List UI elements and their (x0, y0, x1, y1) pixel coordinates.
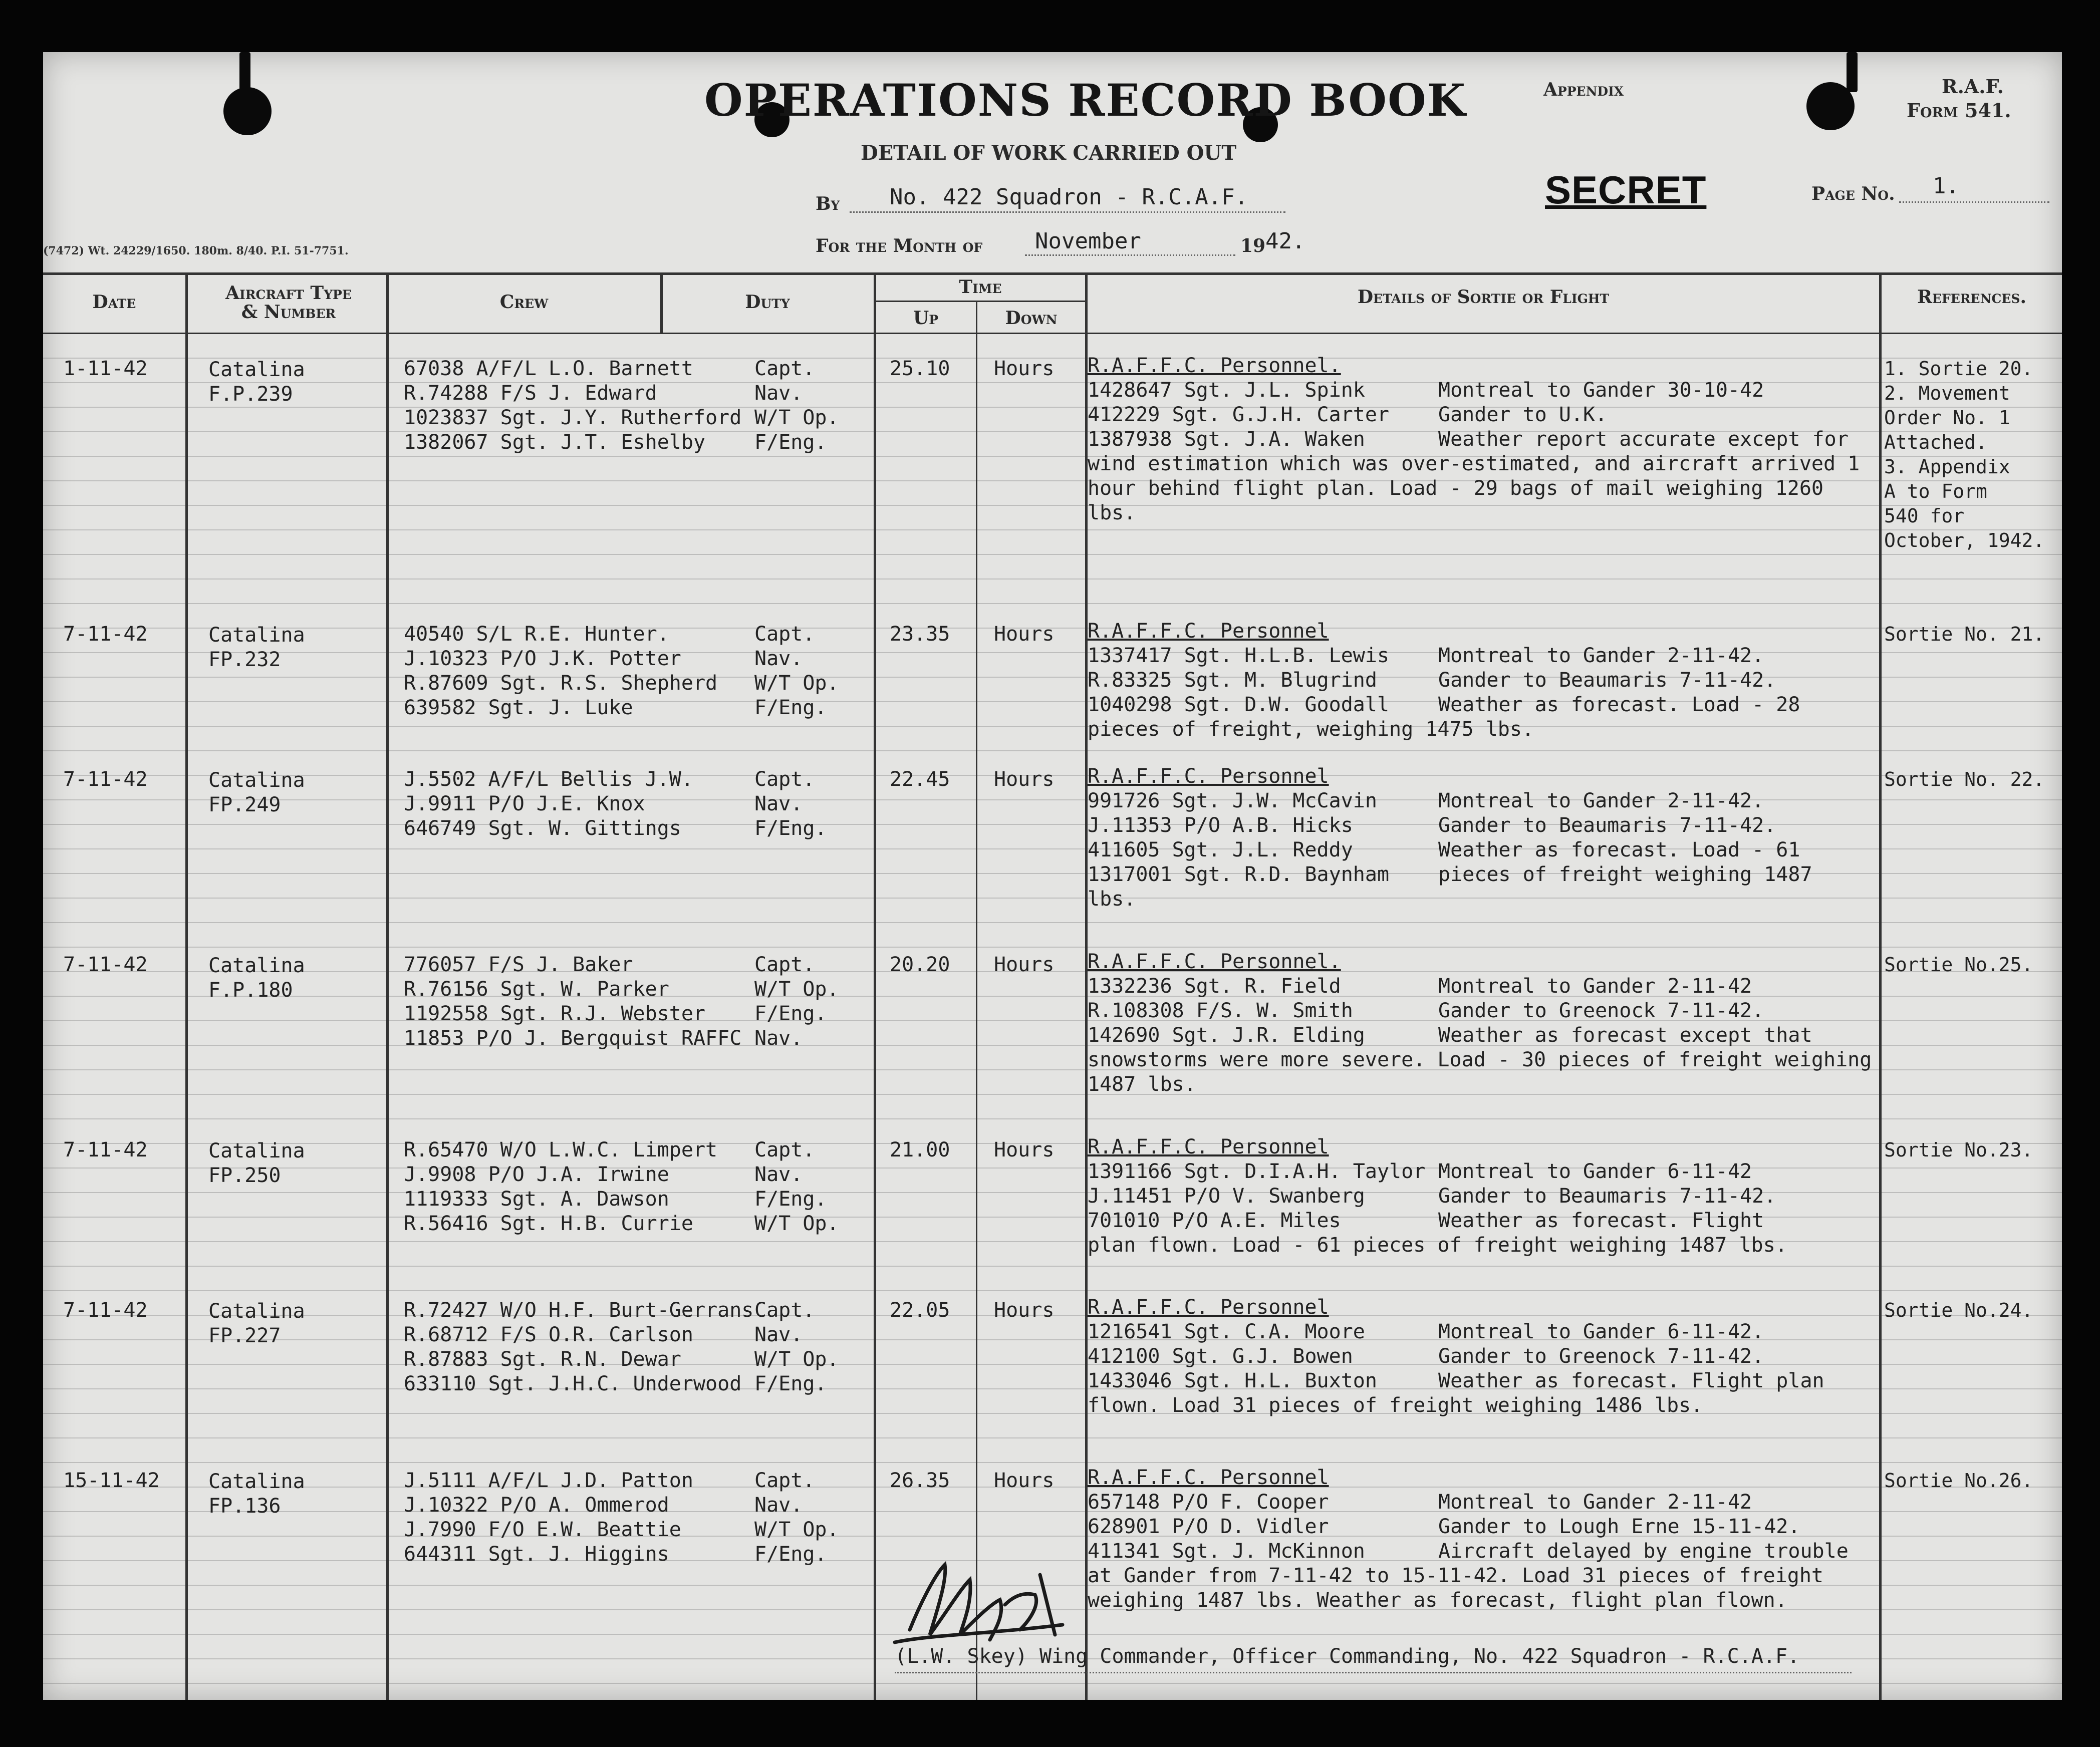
crew-duty: F/Eng. (754, 1188, 827, 1211)
crew-duty: Capt. (754, 1138, 815, 1161)
personnel-note: Weather as forecast. Flight (1438, 1209, 1764, 1232)
personnel-row (1088, 1320, 1874, 1344)
ruled-line (43, 1437, 2062, 1438)
entry-time-up: 21.00 (890, 1138, 950, 1161)
crew-name: 1119333 Sgt. A. Dawson (404, 1188, 669, 1211)
crew-row (404, 671, 839, 696)
crew-row (404, 767, 827, 792)
crew-name: R.87883 Sgt. R.N. Dewar (404, 1348, 681, 1371)
personnel-header: R.A.F.F.C. Personnel. (1088, 354, 1341, 377)
crew-name: J.9908 P/O J.A. Irwine (404, 1163, 669, 1186)
personnel-row (1088, 668, 1874, 693)
crew-name: 776057 F/S J. Baker (404, 953, 633, 976)
crew-duty: W/T Op. (754, 672, 839, 695)
personnel-row (1088, 1159, 1874, 1184)
crew-name: 11853 P/O J. Bergquist RAFFC (404, 1027, 742, 1050)
crew-duty: Capt. (754, 768, 815, 791)
ruled-line (43, 1683, 2062, 1684)
crew-duty: F/Eng. (754, 1372, 827, 1395)
entry-aircraft: Catalina FP.227 (208, 1300, 305, 1347)
personnel-name: 1428647 Sgt. J.L. Spink (1088, 379, 1365, 402)
entry-crew (404, 622, 839, 720)
personnel-name: R.108308 F/S. W. Smith (1088, 999, 1353, 1022)
entry-time-down: Hours (994, 623, 1055, 646)
entry-references: Sortie No.26. (1884, 1470, 2033, 1492)
page-number-value: 1. (1933, 173, 1959, 199)
personnel-header: R.A.F.F.C. Personnel (1088, 765, 1329, 788)
print-code: (7472) Wt. 24229/1650. 180m. 8/40. P.I. 51-7751. (43, 244, 349, 257)
entry-crew (404, 1469, 839, 1567)
col-header-up: Up (913, 308, 939, 329)
crew-name: 644311 Sgt. J. Higgins (404, 1543, 669, 1566)
entry-aircraft: Catalina F.P.180 (208, 954, 305, 1002)
entry-date: 7-11-42 (63, 768, 148, 791)
crew-name: 1382067 Sgt. J.T. Eshelby (404, 431, 706, 454)
crew-duty: F/Eng. (754, 431, 827, 454)
crew-row (404, 1372, 839, 1396)
entry-details (1088, 1295, 1874, 1418)
personnel-note: Montreal to Gander 2-11-42. (1438, 789, 1764, 812)
crew-row (404, 977, 839, 1002)
col-header-details: Details of Sortie or Flight (1357, 286, 1610, 308)
ruled-line (43, 554, 2062, 555)
crew-duty: Capt. (754, 953, 815, 976)
personnel-name: 1040298 Sgt. D.W. Goodall (1088, 693, 1390, 716)
entry-time-down: Hours (994, 953, 1055, 976)
personnel-name: 142690 Sgt. J.R. Elding (1088, 1024, 1365, 1047)
crew-name: J.5111 A/F/L J.D. Patton (404, 1469, 693, 1492)
col-header-time: Time (959, 276, 1002, 298)
entry-details (1088, 354, 1874, 525)
crew-duty: Nav. (754, 1494, 803, 1517)
personnel-name: 411605 Sgt. J.L. Reddy (1088, 838, 1353, 861)
crew-row (404, 1162, 839, 1187)
personnel-row (1088, 693, 1874, 717)
personnel-name: 1391166 Sgt. D.I.A.H. Taylor (1088, 1160, 1426, 1183)
entry-details (1088, 950, 1874, 1097)
crew-duty: W/T Op. (754, 1348, 839, 1371)
crew-duty: Capt. (754, 357, 815, 380)
personnel-name: 1216541 Sgt. C.A. Moore (1088, 1320, 1365, 1343)
personnel-name: 1317001 Sgt. R.D. Baynham (1088, 863, 1390, 886)
personnel-row (1088, 378, 1874, 403)
personnel-name: R.83325 Sgt. M. Blugrind (1088, 669, 1377, 692)
crew-name: J.10323 P/O J.K. Potter (404, 647, 681, 670)
crew-row (404, 1212, 839, 1236)
crew-duty: Nav. (754, 1027, 803, 1050)
page-number-label: Page No. (1811, 183, 1895, 204)
crew-row (404, 953, 839, 977)
crew-row (404, 1138, 839, 1162)
crew-name: R.76156 Sgt. W. Parker (404, 978, 669, 1001)
personnel-header: R.A.F.F.C. Personnel (1088, 1296, 1329, 1319)
entry-references: 1. Sortie 20. 2. Movement Order No. 1 Attached. 3. Appendix A to Form 540 for October, 1942. (1884, 358, 2045, 551)
entry-date: 7-11-42 (63, 953, 148, 976)
personnel-name: 412100 Sgt. G.J. Bowen (1088, 1345, 1353, 1368)
entry-aircraft: Catalina FP.232 (208, 624, 305, 671)
personnel-row (1088, 427, 1874, 452)
personnel-note: Weather as forecast. Load - 61 (1438, 838, 1800, 861)
personnel-name: 1387938 Sgt. J.A. Waken (1088, 428, 1365, 451)
personnel-note: Gander to Lough Erne 15-11-42. (1438, 1515, 1800, 1538)
crew-duty: F/Eng. (754, 1543, 827, 1566)
sortie-remarks: at Gander from 7-11-42 to 15-11-42. Load 31 pieces of freight weighing 1487 lbs. Weather as forecast, flight plan flown. (1088, 1564, 1824, 1612)
sortie-remarks: plan flown. Load - 61 pieces of freight weighing 1487 lbs. (1088, 1234, 1787, 1257)
entry-crew (404, 357, 839, 455)
personnel-row (1088, 1023, 1874, 1048)
by-label: By (816, 193, 840, 214)
personnel-name: 1433046 Sgt. H.L. Buxton (1088, 1369, 1377, 1392)
crew-row (404, 816, 827, 841)
personnel-row (1088, 403, 1874, 427)
record-page (43, 52, 2062, 1700)
crew-name: R.56416 Sgt. H.B. Currie (404, 1212, 693, 1235)
col-divider-duty (874, 272, 876, 1700)
personnel-row (1088, 1369, 1874, 1393)
personnel-note: Montreal to Gander 2-11-42 (1438, 1491, 1752, 1514)
personnel-name: J.11353 P/O A.B. Hicks (1088, 814, 1353, 837)
crew-row (404, 1347, 839, 1372)
personnel-row (1088, 838, 1874, 862)
crew-name: R.65470 W/O L.W.C. Limpert (404, 1138, 718, 1161)
crew-name: 1023837 Sgt. J.Y. Rutherford (404, 406, 742, 429)
entry-date: 7-11-42 (63, 623, 148, 646)
entry-details (1088, 1135, 1874, 1258)
entry-details (1088, 619, 1874, 742)
crew-duty: W/T Op. (754, 1518, 839, 1541)
signature-line: (L.W. Skey) Wing Commander, Officer Commanding, No. 422 Squadron - R.C.A.F. (895, 1645, 1800, 1668)
entry-date: 7-11-42 (63, 1138, 148, 1161)
entry-crew (404, 767, 827, 841)
personnel-row (1088, 644, 1874, 668)
personnel-row (1088, 813, 1874, 838)
personnel-note: Weather report accurate except for (1438, 428, 1849, 451)
sortie-remarks: lbs. (1088, 888, 1136, 911)
ruled-line (43, 922, 2062, 923)
personnel-row (1088, 789, 1874, 813)
entry-time-up: 22.05 (890, 1299, 950, 1322)
crew-name: 633110 Sgt. J.H.C. Underwood (404, 1372, 742, 1395)
crew-duty: Nav. (754, 647, 803, 670)
col-header-duty: Duty (745, 292, 790, 313)
personnel-name: 991726 Sgt. J.W. McCavin (1088, 789, 1377, 812)
crew-name: 67038 A/F/L L.O. Barnett (404, 357, 693, 380)
crew-name: J.7990 F/O E.W. Beattie (404, 1518, 681, 1541)
crew-name: R.72427 W/O H.F. Burt-Gerrans (404, 1299, 754, 1322)
sortie-remarks: pieces of freight, weighing 1475 lbs. (1088, 718, 1534, 741)
entry-aircraft: Catalina F.P.239 (208, 358, 305, 406)
personnel-row (1088, 1184, 1874, 1209)
crew-row (404, 430, 839, 455)
crew-row (404, 1298, 839, 1323)
col-divider-updown (976, 302, 977, 1700)
crew-duty: W/T Op. (754, 406, 839, 429)
entry-crew (404, 1298, 839, 1396)
personnel-row (1088, 1209, 1874, 1233)
ruled-line (43, 1118, 2062, 1119)
entry-aircraft: Catalina FP.249 (208, 769, 305, 816)
col-header-crew: Crew (499, 292, 549, 313)
binder-pin-right (1847, 52, 1858, 92)
personnel-note: Weather as forecast except that (1438, 1024, 1812, 1047)
personnel-row (1088, 1344, 1874, 1369)
secret-stamp: SECRET (1545, 168, 1707, 212)
entry-time-up: 20.20 (890, 953, 950, 976)
personnel-row (1088, 1539, 1874, 1564)
ruled-line (43, 947, 2062, 948)
binder-pin-left (239, 52, 250, 97)
crew-duty: Capt. (754, 623, 815, 646)
sortie-remarks: wind estimation which was over-estimated, and aircraft arrived 1 hour behind flight plan. Load - 29 bags of mail weighing 1260 lbs. (1088, 452, 1860, 524)
sortie-remarks: snowstorms were more severe. Load - 30 pieces of freight weighing 1487 lbs. (1088, 1048, 1872, 1096)
year-value: 42. (1265, 228, 1305, 254)
crew-row (404, 1002, 839, 1026)
personnel-row (1088, 1515, 1874, 1539)
month-label: For the Month of (816, 235, 983, 256)
personnel-note: Gander to Beaumaris 7-11-42. (1438, 814, 1776, 837)
entry-date: 7-11-42 (63, 1299, 148, 1322)
page-title: OPERATIONS RECORD BOOK (704, 74, 1467, 126)
personnel-note: Montreal to Gander 6-11-42. (1438, 1320, 1764, 1343)
crew-duty: Capt. (754, 1299, 815, 1322)
personnel-row (1088, 999, 1874, 1023)
page-number-dotline (1899, 201, 2049, 203)
entry-time-up: 25.10 (890, 357, 950, 380)
entry-references: Sortie No.24. (1884, 1299, 2033, 1321)
ruled-line (43, 529, 2062, 530)
personnel-note: Gander to U.K. (1438, 403, 1608, 426)
signature-dotline (895, 1672, 1852, 1673)
personnel-name: 701010 P/O A.E. Miles (1088, 1209, 1341, 1232)
month-dotline (1025, 254, 1235, 256)
personnel-name: 411341 Sgt. J. McKinnon (1088, 1540, 1365, 1563)
personnel-name: 628901 P/O D. Vidler (1088, 1515, 1329, 1538)
handwritten-signature (890, 1545, 1070, 1655)
raf-form-label: R.A.F. (1942, 75, 2004, 98)
crew-row (404, 406, 839, 430)
by-dotline (850, 211, 1285, 213)
personnel-header: R.A.F.F.C. Personnel. (1088, 950, 1341, 973)
entry-time-up: 26.35 (890, 1469, 950, 1492)
crew-duty: F/Eng. (754, 1002, 827, 1025)
crew-duty: Nav. (754, 1323, 803, 1346)
appendix-label: Appendix (1543, 79, 1624, 100)
personnel-row (1088, 974, 1874, 999)
personnel-header: R.A.F.F.C. Personnel (1088, 1466, 1329, 1489)
personnel-name: 412229 Sgt. G.J.H. Carter (1088, 403, 1390, 426)
personnel-note: Gander to Greenock 7-11-42. (1438, 1345, 1764, 1368)
crew-name: 646749 Sgt. W. Gittings (404, 817, 681, 840)
crew-row (404, 1469, 839, 1493)
crew-row (404, 357, 839, 381)
crew-row (404, 622, 839, 647)
crew-row (404, 696, 839, 720)
crew-duty: Nav. (754, 382, 803, 405)
ruled-line (43, 603, 2062, 604)
crew-name: 1192558 Sgt. R.J. Webster (404, 1002, 706, 1025)
col-divider-aircraft (386, 272, 389, 1700)
entry-aircraft: Catalina FP.250 (208, 1139, 305, 1187)
crew-row (404, 1542, 839, 1567)
personnel-row (1088, 1490, 1874, 1515)
ruled-line (43, 750, 2062, 751)
ruled-line (43, 1462, 2062, 1463)
entry-time-down: Hours (994, 1299, 1055, 1322)
entry-references: Sortie No. 22. (1884, 768, 2045, 790)
crew-row (404, 792, 827, 816)
crew-row (404, 1187, 839, 1212)
crew-row (404, 1026, 839, 1051)
entry-references: Sortie No.25. (1884, 954, 2033, 976)
sortie-remarks: flown. Load 31 pieces of freight weighing 1486 lbs. (1088, 1394, 1703, 1417)
personnel-note: Montreal to Gander 2-11-42 (1438, 975, 1752, 998)
entry-date: 1-11-42 (63, 357, 148, 380)
crew-name: J.5502 A/F/L Bellis J.W. (404, 768, 693, 791)
page-subtitle: DETAIL OF WORK CARRIED OUT (861, 141, 1237, 165)
crew-name: 639582 Sgt. J. Luke (404, 696, 633, 719)
entry-aircraft: Catalina FP.136 (208, 1470, 305, 1518)
time-split-border (874, 301, 1085, 302)
ruled-line (43, 578, 2062, 579)
crew-duty: F/Eng. (754, 817, 827, 840)
col-header-references: References. (1917, 286, 2026, 308)
crew-duty: W/T Op. (754, 1212, 839, 1235)
entry-crew (404, 953, 839, 1051)
personnel-note: Gander to Beaumaris 7-11-42. (1438, 669, 1776, 692)
col-divider-date (185, 272, 188, 1700)
year-prefix: 19 (1240, 235, 1266, 256)
entry-crew (404, 1138, 839, 1236)
personnel-note: Weather as forecast. Flight plan (1438, 1369, 1824, 1392)
entry-time-up: 23.35 (890, 623, 950, 646)
personnel-note: Gander to Greenock 7-11-42. (1438, 999, 1764, 1022)
ruled-line (43, 1290, 2062, 1291)
crew-duty: F/Eng. (754, 696, 827, 719)
col-header-down: Down (1005, 308, 1058, 329)
personnel-header: R.A.F.F.C. Personnel (1088, 620, 1329, 643)
personnel-row (1088, 862, 1874, 887)
crew-name: 40540 S/L R.E. Hunter. (404, 623, 669, 646)
entry-time-up: 22.45 (890, 768, 950, 791)
table-top-border (43, 272, 2062, 275)
crew-name: J.10322 P/O A. Ommerod (404, 1494, 669, 1517)
crew-row (404, 381, 839, 406)
personnel-name: 1337417 Sgt. H.L.B. Lewis (1088, 644, 1390, 667)
personnel-note: Aircraft delayed by engine trouble (1438, 1540, 1849, 1563)
personnel-name: 1332236 Sgt. R. Field (1088, 975, 1341, 998)
crew-duty: Capt. (754, 1469, 815, 1492)
col-header-aircraft: Aircraft Type & Number (225, 282, 352, 323)
month-value: November (1035, 228, 1141, 254)
personnel-note: Montreal to Gander 6-11-42 (1438, 1160, 1752, 1183)
personnel-note: pieces of freight weighing 1487 (1438, 863, 1812, 886)
entry-details (1088, 1466, 1874, 1613)
personnel-note: Gander to Beaumaris 7-11-42. (1438, 1185, 1776, 1208)
col-divider-details (1879, 272, 1882, 1700)
crew-row (404, 1323, 839, 1347)
entry-time-down: Hours (994, 1469, 1055, 1492)
col-header-date: Date (92, 292, 136, 313)
crew-name: R.68712 F/S O.R. Carlson (404, 1323, 693, 1346)
squadron-value: No. 422 Squadron - R.C.A.F. (890, 184, 1248, 210)
crew-name: R.74288 F/S J. Edward (404, 382, 657, 405)
personnel-note: Montreal to Gander 2-11-42. (1438, 644, 1764, 667)
crew-duty: Nav. (754, 792, 803, 815)
entry-references: Sortie No. 21. (1884, 623, 2045, 645)
crew-row (404, 1518, 839, 1542)
crew-row (404, 1493, 839, 1518)
personnel-name: 657148 P/O F. Cooper (1088, 1491, 1329, 1514)
entry-references: Sortie No.23. (1884, 1139, 2033, 1161)
personnel-note: Montreal to Gander 30-10-42 (1438, 379, 1764, 402)
table-header-border (43, 333, 2062, 334)
personnel-note: Weather as forecast. Load - 28 (1438, 693, 1800, 716)
personnel-name: J.11451 P/O V. Swanberg (1088, 1185, 1365, 1208)
entry-time-down: Hours (994, 1138, 1055, 1161)
entry-time-down: Hours (994, 357, 1055, 380)
entry-date: 15-11-42 (63, 1469, 160, 1492)
entry-details (1088, 764, 1874, 912)
crew-duty: Nav. (754, 1163, 803, 1186)
personnel-header: R.A.F.F.C. Personnel (1088, 1135, 1329, 1158)
raf-form-number: Form 541. (1907, 99, 2011, 122)
crew-name: J.9911 P/O J.E. Knox (404, 792, 645, 815)
crew-duty: W/T Op. (754, 978, 839, 1001)
crew-name: R.87609 Sgt. R.S. Shepherd (404, 672, 718, 695)
crew-row (404, 647, 839, 671)
entry-time-down: Hours (994, 768, 1055, 791)
ruled-line (43, 1266, 2062, 1267)
